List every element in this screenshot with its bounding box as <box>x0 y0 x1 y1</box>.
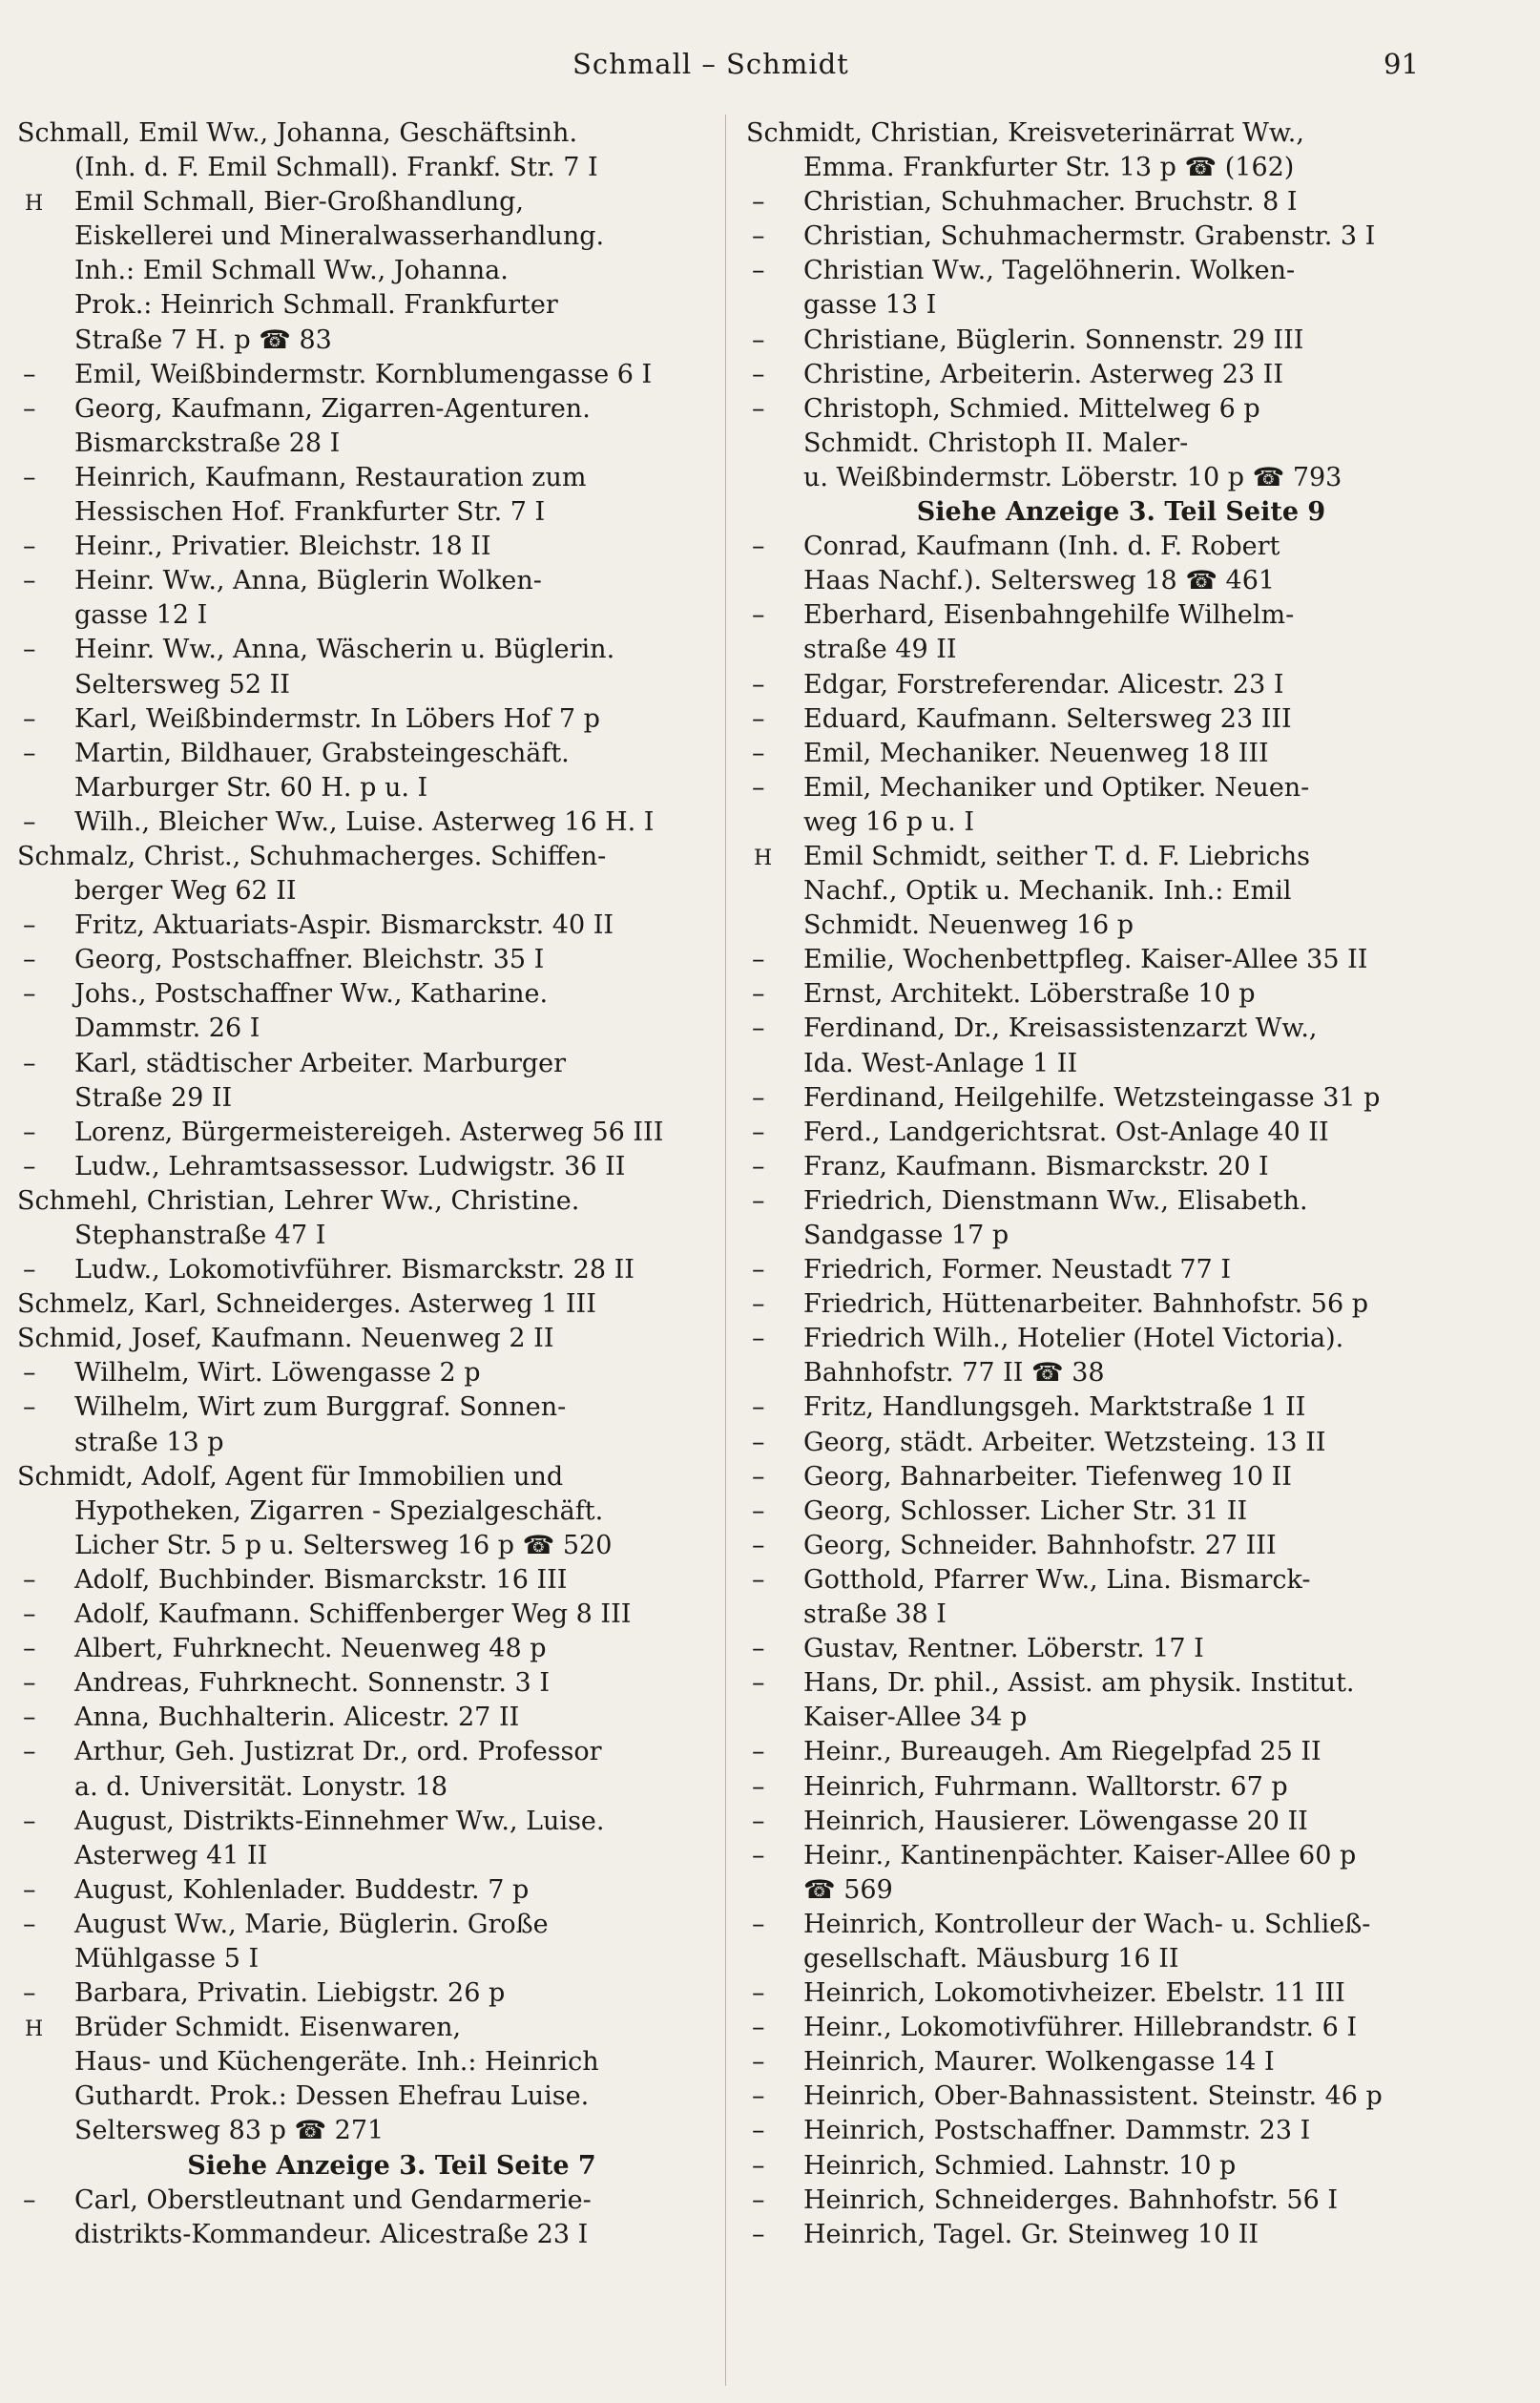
sub-entry: – Friedrich, Hüttenarbeiter. Bahnhofstr. 56 p <box>746 1287 1439 1322</box>
sub-entry: – Christian, Schuhmacher. Bruchstr. 8 I <box>746 185 1439 219</box>
sub-entry: – Christiane, Büglerin. Sonnenstr. 29 III <box>746 324 1439 358</box>
sub-entry: – Heinr., Privatier. Bleichstr. 18 II <box>17 530 709 564</box>
sub-entry: – Carl, Oberstleutnant und Gendarmerie- <box>17 2184 709 2218</box>
sub-entry: – Georg, städt. Arbeiter. Wetzsteing. 13 II <box>746 1426 1439 1460</box>
firm-entry: H Emil Schmall, Bier-Großhandlung, <box>17 185 709 219</box>
sub-entry: – Georg, Postschaffner. Bleichstr. 35 I <box>17 943 709 977</box>
entry-continuation: weg 16 p u. I <box>803 806 974 837</box>
advert-reference: Siehe Anzeige 3. Teil Seite 7 <box>187 2150 596 2181</box>
sub-entry: – August, Distrikts-Einnehmer Ww., Luise. <box>17 1805 709 1839</box>
sub-entry: – Christian, Schuhmachermstr. Grabenstr. 3 I <box>746 219 1439 254</box>
sub-entry: – Heinrich, Schneiderges. Bahnhofstr. 56 I <box>746 2184 1439 2218</box>
advert-reference: Siehe Anzeige 3. Teil Seite 9 <box>916 497 1326 528</box>
directory-entry: Schmall, Emil Ww., Johanna, Geschäftsinh. <box>17 118 578 148</box>
sub-entry: – Anna, Buchhalterin. Alicestr. 27 II <box>17 1701 709 1735</box>
entry-continuation: Sandgasse 17 p <box>803 1221 1009 1250</box>
entry-continuation: Guthardt. Prok.: Dessen Ehefrau Luise. <box>74 2081 590 2112</box>
firm-entry: H Brüder Schmidt. Eisenwaren, <box>17 2011 709 2045</box>
sub-entry: – Ludw., Lehramtsassessor. Ludwigstr. 36 II <box>17 1150 709 1184</box>
sub-entry: – Heinrich, Tagel. Gr. Steinweg 10 II <box>746 2218 1439 2252</box>
sub-entry: – Ernst, Architekt. Löberstraße 10 p <box>746 977 1439 1012</box>
sub-entry: – Friedrich, Dienstmann Ww., Elisabeth. <box>746 1184 1439 1219</box>
entry-continuation: Ida. West-Anlage 1 II <box>803 1048 1078 1078</box>
entry-continuation: Seltersweg 52 II <box>74 669 290 700</box>
entry-continuation: Asterweg 41 II <box>74 1840 268 1870</box>
sub-entry: – Franz, Kaufmann. Bismarckstr. 20 I <box>746 1150 1439 1184</box>
directory-entry: Schmidt, Christian, Kreisveterinärrat Ww., <box>746 118 1304 148</box>
sub-entry: – Heinrich, Postschaffner. Dammstr. 23 I <box>746 2114 1439 2148</box>
entry-continuation: Bahnhofstr. 77 II ☎ 38 <box>803 1358 1105 1389</box>
sub-entry: – Georg, Schneider. Bahnhofstr. 27 III <box>746 1529 1439 1563</box>
left-column <box>17 116 709 2388</box>
sub-entry: – Eberhard, Eisenbahngehilfe Wilhelm- <box>746 598 1439 633</box>
sub-entry: – Christoph, Schmied. Mittelweg 6 p <box>746 392 1439 427</box>
entry-continuation: Haas Nachf.). Seltersweg 18 ☎ 461 <box>803 566 1276 596</box>
sub-entry: – Wilhelm, Wirt. Löwengasse 2 p <box>17 1356 709 1390</box>
entry-continuation: Inh.: Emil Schmall Ww., Johanna. <box>74 256 509 286</box>
entry-continuation: Nachf., Optik u. Mechanik. Inh.: Emil <box>803 876 1292 907</box>
entry-continuation: u. Weißbindermstr. Löberstr. 10 p ☎ 793 <box>803 462 1342 492</box>
sub-entry: – Conrad, Kaufmann (Inh. d. F. Robert <box>746 530 1439 564</box>
entry-continuation: straße 49 II <box>803 635 957 665</box>
sub-entry: – Edgar, Forstreferendar. Alicestr. 23 I <box>746 668 1439 702</box>
sub-entry: – Christine, Arbeiterin. Asterweg 23 II <box>746 358 1439 392</box>
entry-continuation: (Inh. d. F. Emil Schmall). Frankf. Str. 7 I <box>74 153 598 183</box>
entry-continuation: Hypotheken, Zigarren - Spezialgeschäft. <box>74 1495 604 1526</box>
entry-continuation: Kaiser-Allee 34 p <box>803 1703 1028 1733</box>
sub-entry: – Hans, Dr. phil., Assist. am physik. Institut. <box>746 1666 1439 1701</box>
entry-continuation: Haus- und Küchengeräte. Inh.: Heinrich <box>74 2047 599 2078</box>
sub-entry: – Karl, Weißbindermstr. In Löbers Hof 7 p <box>17 702 709 737</box>
sub-entry: – Arthur, Geh. Justizrat Dr., ord. Professor <box>17 1735 709 1769</box>
page-title: Schmall – Schmidt <box>572 48 849 80</box>
sub-entry: – Georg, Bahnarbeiter. Tiefenweg 10 II <box>746 1460 1439 1494</box>
sub-entry: – Andreas, Fuhrknecht. Sonnenstr. 3 I <box>17 1666 709 1701</box>
sub-entry: – August, Kohlenlader. Buddestr. 7 p <box>17 1873 709 1908</box>
sub-entry: – Fritz, Aktuariats-Aspir. Bismarckstr. 40 II <box>17 909 709 943</box>
entry-continuation: Bismarckstraße 28 I <box>74 428 341 458</box>
sub-entry: – Heinr. Ww., Anna, Wäscherin u. Büglerin. <box>17 633 709 667</box>
column-divider <box>725 115 726 2386</box>
directory-entry: Schmid, Josef, Kaufmann. Neuenweg 2 II <box>17 1324 554 1354</box>
sub-entry: – Ferd., Landgerichtsrat. Ost-Anlage 40 II <box>746 1116 1439 1150</box>
sub-entry: – Georg, Schlosser. Licher Str. 31 II <box>746 1494 1439 1529</box>
sub-entry: – Adolf, Buchbinder. Bismarckstr. 16 III <box>17 1563 709 1598</box>
entry-continuation: Licher Str. 5 p u. Seltersweg 16 p ☎ 520 <box>74 1530 613 1560</box>
sub-entry: – Wilh., Bleicher Ww., Luise. Asterweg 16 H. I <box>17 805 709 840</box>
page-header <box>0 48 1540 95</box>
sub-entry: – Albert, Fuhrknecht. Neuenweg 48 p <box>17 1632 709 1666</box>
sub-entry: – Heinr., Bureaugeh. Am Riegelpfad 25 II <box>746 1735 1439 1769</box>
sub-entry: – Heinrich, Maurer. Wolkengasse 14 I <box>746 2045 1439 2079</box>
entry-continuation: ☎ 569 <box>803 1874 893 1905</box>
directory-entry: Schmehl, Christian, Lehrer Ww., Christine. <box>17 1185 580 1216</box>
sub-entry: – Emilie, Wochenbettpfleg. Kaiser-Allee 35 II <box>746 943 1439 977</box>
sub-entry: – Heinrich, Kontrolleur der Wach- u. Schließ- <box>746 1908 1439 1942</box>
sub-entry: – Emil, Weißbindermstr. Kornblumengasse 6 I <box>17 358 709 392</box>
page-number: 91 <box>1384 48 1419 80</box>
entry-continuation: Eiskellerei und Mineralwasserhandlung. <box>74 221 605 252</box>
sub-entry: – Ferdinand, Heilgehilfe. Wetzsteingasse 31 p <box>746 1081 1439 1116</box>
sub-entry: – Wilhelm, Wirt zum Burggraf. Sonnen- <box>17 1390 709 1425</box>
sub-entry: – Heinrich, Kaufmann, Restauration zum <box>17 461 709 495</box>
sub-entry: – Karl, städtischer Arbeiter. Marburger <box>17 1047 709 1081</box>
sub-entry: – August Ww., Marie, Büglerin. Große <box>17 1908 709 1942</box>
entry-continuation: gasse 13 I <box>803 290 937 321</box>
sub-entry: – Heinrich, Lokomotivheizer. Ebelstr. 11 III <box>746 1976 1439 2011</box>
firm-entry: H Emil Schmidt, seither T. d. F. Liebrichs <box>746 840 1439 874</box>
sub-entry: – Martin, Bildhauer, Grabsteingeschäft. <box>17 737 709 771</box>
entry-continuation: Marburger Str. 60 H. p u. I <box>74 772 428 803</box>
entry-continuation: Schmidt. Neuenweg 16 p <box>803 910 1134 941</box>
entry-continuation: Schmidt. Christoph II. Maler- <box>803 428 1189 458</box>
sub-entry: – Fritz, Handlungsgeh. Marktstraße 1 II <box>746 1390 1439 1425</box>
entry-continuation: distrikts-Kommandeur. Alicestraße 23 I <box>74 2219 589 2249</box>
sub-entry: – Georg, Kaufmann, Zigarren-Agenturen. <box>17 392 709 427</box>
sub-entry: – Friedrich, Former. Neustadt 77 I <box>746 1253 1439 1287</box>
entry-continuation: straße 38 I <box>803 1599 947 1630</box>
sub-entry: – Gustav, Rentner. Löberstr. 17 I <box>746 1632 1439 1666</box>
sub-entry: – Heinr. Ww., Anna, Büglerin Wolken- <box>17 564 709 598</box>
entry-continuation: Straße 7 H. p ☎ 83 <box>74 324 332 355</box>
sub-entry: – Adolf, Kaufmann. Schiffenberger Weg 8 III <box>17 1598 709 1632</box>
sub-entry: – Christian Ww., Tagelöhnerin. Wolken- <box>746 254 1439 288</box>
entry-continuation: gasse 12 I <box>74 600 208 631</box>
entry-continuation: straße 13 p <box>74 1427 224 1457</box>
sub-entry: – Heinrich, Hausierer. Löwengasse 20 II <box>746 1805 1439 1839</box>
sub-entry: – Heinr., Lokomotivführer. Hillebrandstr. 6 I <box>746 2011 1439 2045</box>
entry-continuation: Mühlgasse 5 I <box>74 1943 260 1974</box>
directory-entry: Schmelz, Karl, Schneiderges. Asterweg 1 III <box>17 1289 596 1320</box>
sub-entry: – Emil, Mechaniker und Optiker. Neuen- <box>746 771 1439 805</box>
entry-continuation: gesellschaft. Mäusburg 16 II <box>803 1943 1179 1974</box>
entry-continuation: Dammstr. 26 I <box>74 1013 260 1044</box>
right-column <box>746 116 1439 2388</box>
entry-continuation: Seltersweg 83 p ☎ 271 <box>74 2116 385 2146</box>
entry-continuation: a. d. Universität. Lonystr. 18 <box>74 1771 448 1802</box>
entry-continuation: berger Weg 62 II <box>74 876 297 907</box>
entry-continuation: Hessischen Hof. Frankfurter Str. 7 I <box>74 497 546 528</box>
sub-entry: – Eduard, Kaufmann. Seltersweg 23 III <box>746 702 1439 737</box>
sub-entry: – Gotthold, Pfarrer Ww., Lina. Bismarck- <box>746 1563 1439 1598</box>
sub-entry: – Friedrich Wilh., Hotelier (Hotel Victoria). <box>746 1322 1439 1356</box>
entry-continuation: Prok.: Heinrich Schmall. Frankfurter <box>74 290 558 321</box>
entry-continuation: Straße 29 II <box>74 1082 233 1113</box>
sub-entry: – Ferdinand, Dr., Kreisassistenzarzt Ww., <box>746 1012 1439 1046</box>
sub-entry: – Heinrich, Fuhrmann. Walltorstr. 67 p <box>746 1770 1439 1805</box>
entry-continuation: Stephanstraße 47 I <box>74 1221 326 1250</box>
sub-entry: – Barbara, Privatin. Liebigstr. 26 p <box>17 1976 709 2011</box>
sub-entry: – Johs., Postschaffner Ww., Katharine. <box>17 977 709 1012</box>
entry-continuation: Emma. Frankfurter Str. 13 p ☎ (162) <box>803 153 1295 183</box>
sub-entry: – Heinrich, Schmied. Lahnstr. 10 p <box>746 2149 1439 2184</box>
sub-entry: – Heinrich, Ober-Bahnassistent. Steinstr. 46 p <box>746 2079 1439 2114</box>
sub-entry: – Lorenz, Bürgermeistereigeh. Asterweg 56 III <box>17 1116 709 1150</box>
directory-entry: Schmalz, Christ., Schuhmacherges. Schiffen- <box>17 841 607 871</box>
sub-entry: – Emil, Mechaniker. Neuenweg 18 III <box>746 737 1439 771</box>
sub-entry: – Heinr., Kantinenpächter. Kaiser-Allee 60 p <box>746 1839 1439 1873</box>
directory-entry: Schmidt, Adolf, Agent für Immobilien und <box>17 1461 564 1492</box>
sub-entry: – Ludw., Lokomotivführer. Bismarckstr. 28 II <box>17 1253 709 1287</box>
